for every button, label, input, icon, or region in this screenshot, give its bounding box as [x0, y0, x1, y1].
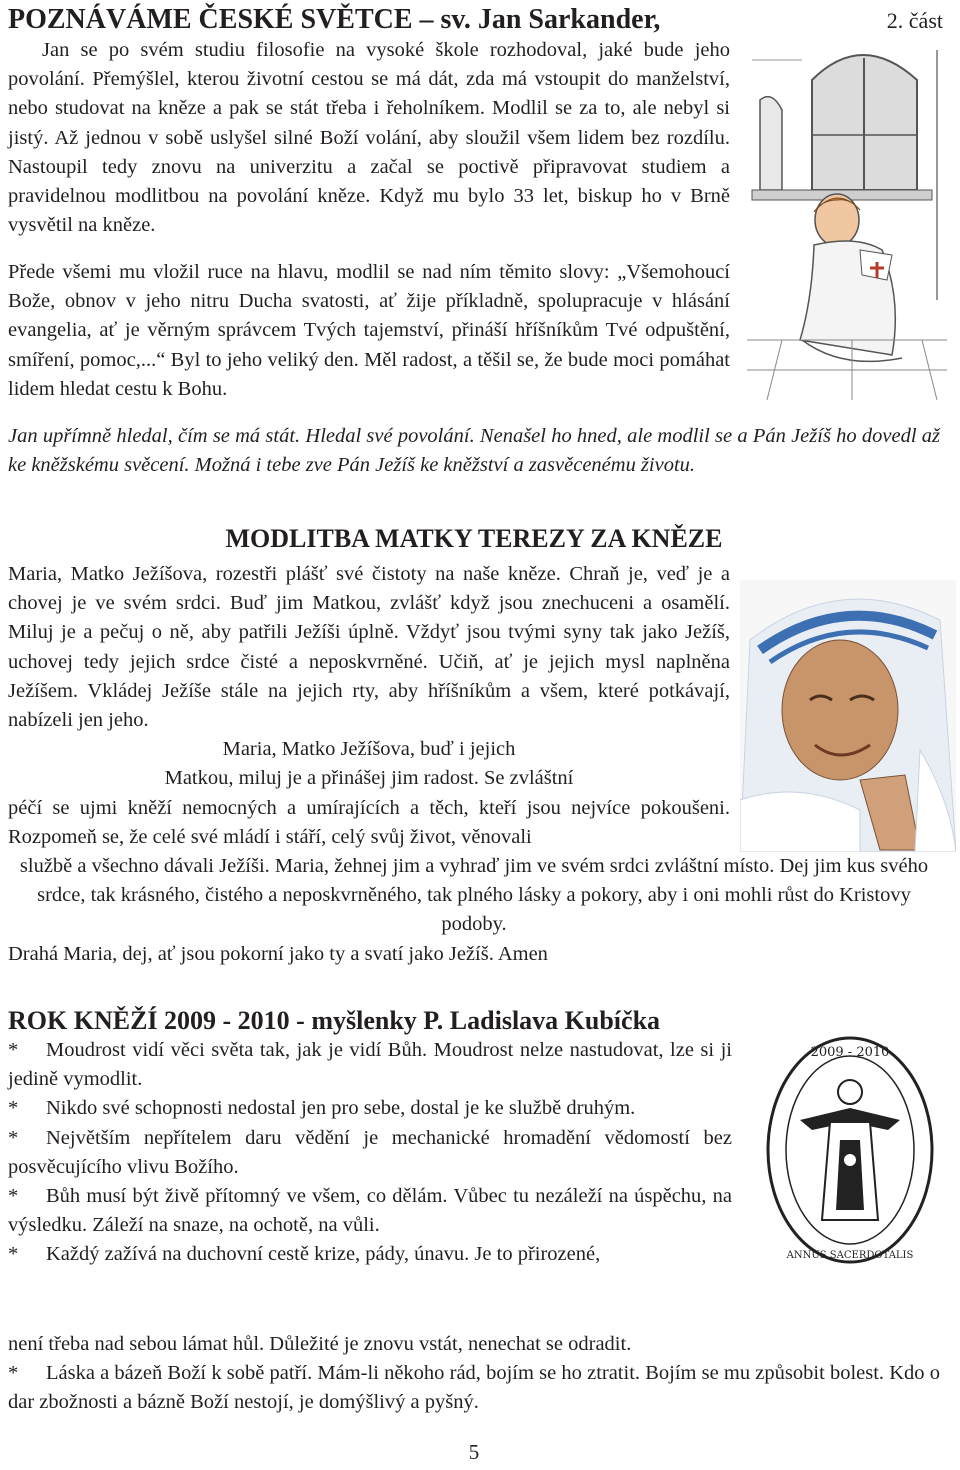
thought-item: * Bůh musí být živě přítomný ve všem, co dělám. Vůbec tu nezáleží na úspěchu, na výsledku. Záleží na snaze, na ochotě, na vůli. [8, 1185, 732, 1237]
prayer-body [8, 560, 730, 852]
prayer-body-wide [8, 852, 940, 969]
year-section-title: ROK KNĚŽÍ 2009 - 2010 - myšlenky P. Ladislava Kubíčka [8, 1006, 661, 1035]
prayer-paragraph-4: službě a všechno dávali Ježíši. Maria, žehnej jim a vyhraď jim ve svém srdci zvláštní místo. Dej jim kus svého srdce, tak krásného, čistého a neposkvrněného, tak plného lásky a pokory, aby i oni mohli růst do Kristovy podoby. [19, 855, 929, 936]
article-paragraph: Jan se po svém studiu filosofie na vysoké škole rozhodoval, jaké bude jeho povolání. Přemýšlel, kterou životní cestou se má dát, zda má vstoupit do manželství, nebo studovat na kněze a pak se stát třeba i řeholníkem. Modlil se za to, ale nebyl si jistý. Až jednou v sobě uslyšel silné Boží volání, aby sloužil všem lidem bez rozdílu. Nastoupil tedy znovu na univerzitu a začal se poctivě připravovat studiem a pravidelnou modlitbou na povolání kněze. Když mu bylo 33 let, biskup ho v Brně vysvětil na kněze. [8, 39, 730, 237]
article-paragraph-continued: Přede všemi mu vložil ruce na hlavu, modlil se nad ním těmito slovy: „Všemohoucí Bože, obnov v jeho nitru Ducha svatosti, ať žije příkladně, spolupracuje v hlásání evangelia, ať je věrným správcem Tvých tajemství, přináší hříšníkům Tvé odpuštění, smíření, pomoc,...“ Byl to jeho veliký den. Měl radost, a těšil se, že bude moci pomáhat lidem hledat cestu k Bohu. [8, 261, 730, 400]
part-label: 2. část [886, 8, 943, 33]
page-header [8, 4, 943, 36]
prayer-title: MODLITBA MATKY TEREZY ZA KNĚZE [225, 524, 723, 553]
thought-item-continued: není třeba nad sebou lámat hůl. Důležité je znovu vstát, nenechat se odradit. [8, 1333, 632, 1355]
logo-top-text: 2009 - 2010 [810, 1045, 890, 1060]
thought-item: * Nikdo své schopnosti nedostal jen pro sebe, dostal je ke službě druhým. [8, 1097, 636, 1120]
thought-item: * Největším nepřítelem daru vědění je mechanické hromadění vědomostí bez posvěcujícího vlivu Božího. [8, 1126, 732, 1178]
thought-item: * Každý zažívá na duchovní cestě krize, pády, únavu. Je to přirozené, [8, 1243, 601, 1266]
praying-boy-illustration [742, 40, 954, 404]
thought-item: * Láska a bázeň Boží k sobě patří. Mám-li někoho rád, bojím se ho ztratit. Bojím se mu způsobit bolest. Kdo o dar zbožnosti a bázně Boží nestojí, je domýšlivý a pyšný. [8, 1362, 940, 1414]
thoughts-list [8, 1036, 732, 1270]
annus-sacerdotalis-logo [760, 1030, 940, 1270]
article-italic-note: Jan upřímně hledal, čím se má stát. Hledal své povolání. Nenašel ho hned, ale modlil se a Pán Ježíš ho dovedl až ke kněžskému svěcení. Možná i tebe zve Pán Ježíš ke kněžství a zasvěcenému životu. [8, 425, 940, 477]
thought-item: * Moudrost vidí věci světa tak, jak je vidí Bůh. Moudrost nelze nastudovat, lze si ji jedině vymodlit. [8, 1039, 732, 1091]
article-body [8, 36, 730, 240]
prayer-paragraph-3: péčí se ujmi kněží nemocných a umírajících a těch, kteří jsou nejvíce pokoušeni. Rozpomeň se, že celé své mládí i stáří, celý svůj život, věnovali [8, 796, 730, 848]
logo-bottom-text: ANNUS SACERDOTALIS [786, 1250, 914, 1261]
article-continuation [8, 258, 730, 404]
article-title: POZNÁVÁME ČESKÉ SVĚTCE – sv. Jan Sarkander, [8, 4, 661, 35]
thoughts-list-wide [8, 1330, 940, 1418]
prayer-paragraph-1: Maria, Matko Ježíšova, rozestři plášť své čistoty na naše kněze. Chraň je, veď je a chovej je ve svém srdci. Buď jim Matkou, zvlášť když jsou znechuceni a osamělí. Miluj je a pečuj o ně, aby patřili Ježíši úplně. Vždyť jsou tvými syny tak jako Ježíš, uchovej tedy jejich srdce čisté a neposkvrněné. Učiň, ať je jejich mysl naplněna Ježíšem. Vkládej Ježíše stále na jejich rty, aby hříšníkům a všem, které potkávají, nabízeli jen jeho. [8, 563, 730, 732]
prayer-closing: Drahá Maria, dej, ať jsou pokorní jako ty a svatí jako Ježíš. Amen [8, 942, 548, 965]
prayer-line-2b: Matkou, miluj je a přinášej jim radost. Se zvláštní [164, 767, 574, 790]
mother-teresa-photo [740, 580, 956, 852]
page-number: 5 [468, 1440, 480, 1464]
prayer-line-2a: Maria, Matko Ježíšova, buď i jejich [222, 738, 516, 761]
